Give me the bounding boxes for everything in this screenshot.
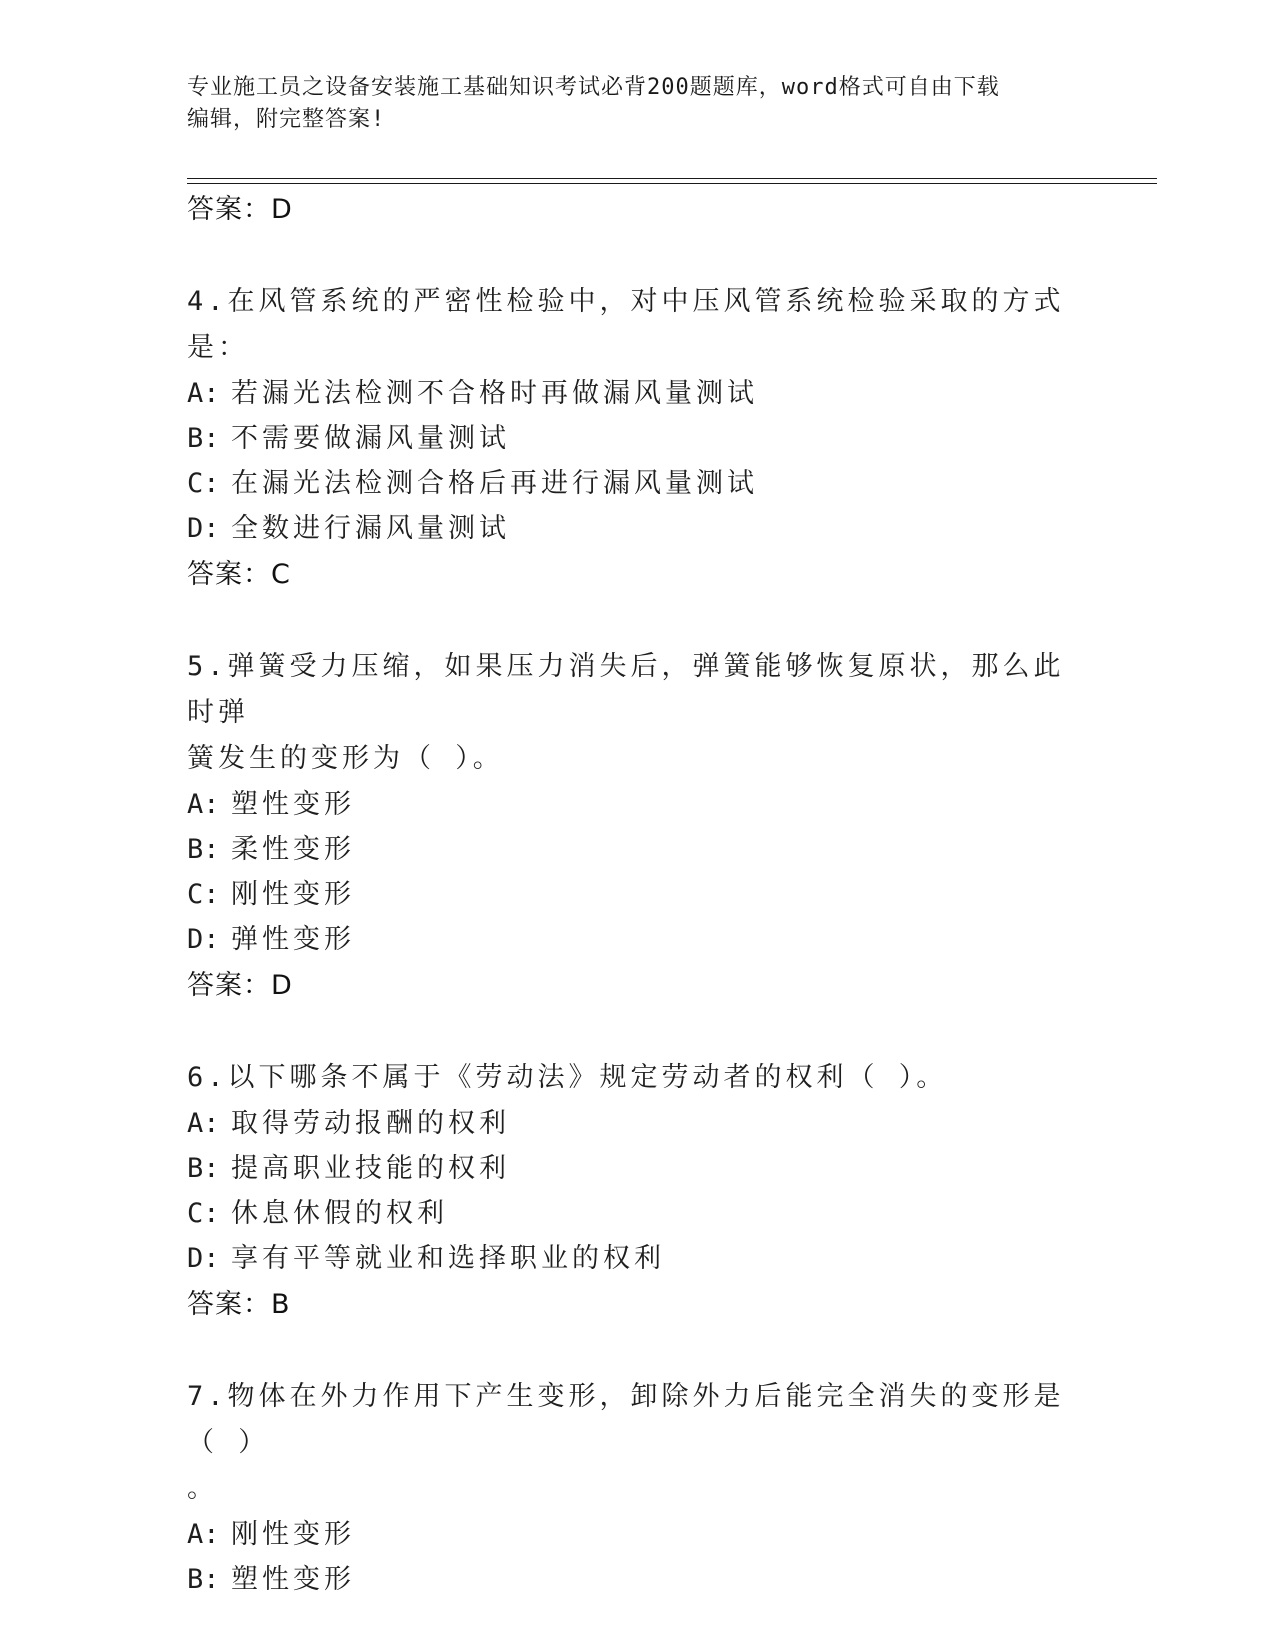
- question-text-line-2: 。: [187, 1473, 218, 1504]
- question-5: [187, 644, 1087, 1010]
- option-a: [187, 1101, 1087, 1146]
- option-text: 享有平等就业和选择职业的权利: [231, 1243, 665, 1274]
- option-text: 不需要做漏风量测试: [231, 423, 510, 454]
- option-c: [187, 461, 1087, 506]
- question-4: [187, 279, 1087, 599]
- question-text-line-2: 簧发生的变形为（ ）。: [187, 743, 504, 774]
- option-text: 若漏光法检测不合格时再做漏风量测试: [231, 378, 758, 409]
- answer-line: 答案：D: [187, 970, 293, 1001]
- option-text: 全数进行漏风量测试: [231, 513, 510, 544]
- option-text: 塑性变形: [231, 1564, 355, 1595]
- option-text: 塑性变形: [231, 789, 355, 820]
- option-text: 提高职业技能的权利: [231, 1153, 510, 1184]
- question-text: 6.以下哪条不属于《劳动法》规定劳动者的权利（ ）。: [187, 1062, 948, 1093]
- option-letter: A:: [187, 789, 220, 820]
- header-line-2: 编辑，附完整答案!: [187, 107, 386, 132]
- option-d: [187, 917, 1087, 962]
- answer-line: 答案：C: [187, 559, 291, 590]
- option-letter: D:: [187, 1243, 220, 1274]
- option-letter: B:: [187, 423, 220, 454]
- answer-line: 答案：B: [187, 1289, 291, 1320]
- question-text: 4.在风管系统的严密性检验中，对中压风管系统检验采取的方式是：: [187, 286, 1065, 363]
- option-text: 在漏光法检测合格后再进行漏风量测试: [231, 468, 758, 499]
- option-letter: C:: [187, 879, 220, 910]
- question-7: [187, 1374, 1087, 1602]
- option-d: [187, 1236, 1087, 1281]
- header-line-1: 专业施工员之设备安装施工基础知识考试必背200题题库，word格式可自由下载: [187, 75, 1000, 100]
- option-letter: D:: [187, 924, 220, 955]
- option-letter: B:: [187, 834, 220, 865]
- option-b: [187, 827, 1087, 872]
- option-letter: D:: [187, 513, 220, 544]
- document-body: [187, 188, 1087, 1602]
- option-a: [187, 782, 1087, 827]
- option-letter: B:: [187, 1153, 220, 1184]
- question-text-line-1: 7.物体在外力作用下产生变形，卸除外力后能完全消失的变形是（ ）: [187, 1381, 1065, 1458]
- option-text: 刚性变形: [231, 1519, 355, 1550]
- option-letter: C:: [187, 468, 220, 499]
- option-letter: A:: [187, 1519, 220, 1550]
- option-a: [187, 1512, 1087, 1557]
- option-d: [187, 506, 1087, 551]
- header-divider-top: [187, 178, 1157, 179]
- option-a: [187, 371, 1087, 416]
- option-letter: B:: [187, 1564, 220, 1595]
- option-letter: A:: [187, 1108, 220, 1139]
- option-text: 柔性变形: [231, 834, 355, 865]
- option-c: [187, 1191, 1087, 1236]
- option-letter: A:: [187, 378, 220, 409]
- option-text: 弹性变形: [231, 924, 355, 955]
- option-letter: C:: [187, 1198, 220, 1229]
- document-header: [187, 72, 1087, 136]
- question-6: [187, 1055, 1087, 1329]
- option-b: [187, 1557, 1087, 1602]
- option-text: 刚性变形: [231, 879, 355, 910]
- header-divider-bottom: [187, 183, 1157, 184]
- question-text-line-1: 5.弹簧受力压缩，如果压力消失后，弹簧能够恢复原状，那么此时弹: [187, 651, 1065, 728]
- option-b: [187, 416, 1087, 461]
- option-b: [187, 1146, 1087, 1191]
- option-text: 休息休假的权利: [231, 1198, 448, 1229]
- answer-line: 答案：D: [187, 194, 293, 225]
- option-text: 取得劳动报酬的权利: [231, 1108, 510, 1139]
- option-c: [187, 872, 1087, 917]
